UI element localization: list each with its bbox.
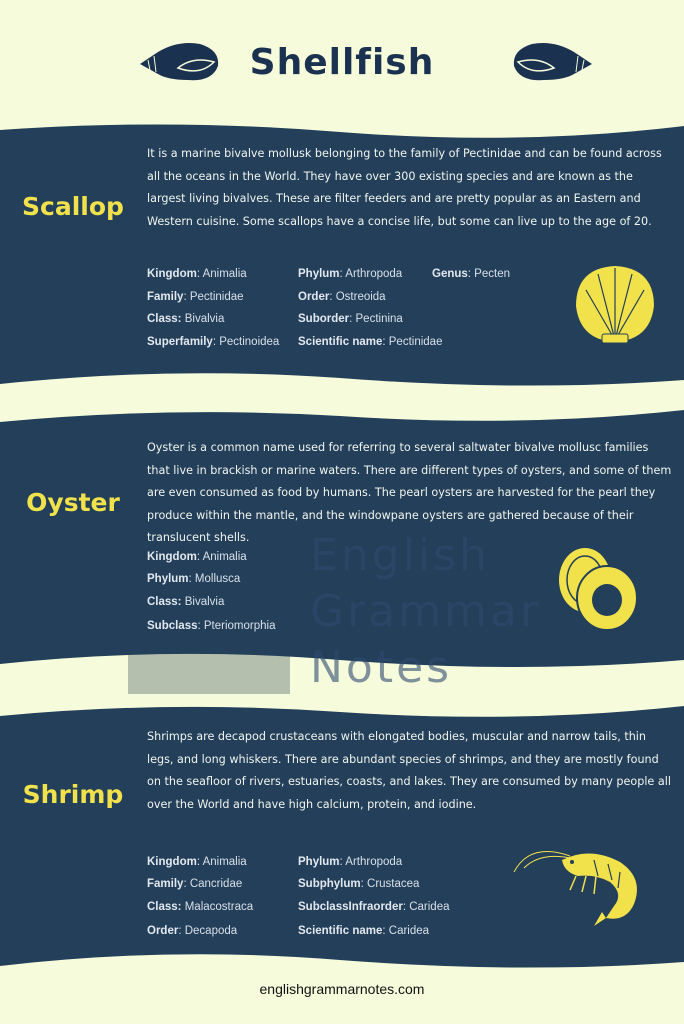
taxonomy-value: : Animalia (196, 268, 247, 280)
shrimp-icon (510, 842, 650, 928)
taxonomy-value: Bivalvia (181, 596, 225, 608)
taxonomy-value: : Pectinina (349, 313, 403, 325)
taxonomy-value: : Caridea (402, 901, 450, 913)
taxonomy-label: Subclass (147, 620, 198, 632)
section-description: It is a marine bivalve mollusk belonging to the family of Pectinidae and can be found across all the oceans in the World. They have over 300 existing species and are known as the largest living bivalves. These are filter feeders and are pretty popular as an Eastern and Western cuisine. Some scallops have a concise life, but some can live up to the age of 20. (147, 147, 662, 228)
taxonomy-label: Scientific name (298, 336, 383, 348)
taxonomy-value: : Crustacea (360, 878, 420, 890)
section-description: Shrimps are decapod crustaceans with elongated bodies, muscular and narrow tails, thin legs, and long whiskers. There are abundant species of shrimps, and they are mostly found on the seafloor of rivers, estuaries, coasts, and lakes. They are consumed by many people all over the World and have high calcium, protein, and iodine. (147, 730, 671, 811)
seashell-icon (510, 38, 594, 84)
section-shrimp (0, 702, 684, 974)
taxonomy-label: Superfamily (147, 336, 213, 348)
taxonomy-value: : Ostreoida (329, 291, 386, 303)
taxonomy-value: : Caridea (382, 925, 430, 937)
taxonomy-label: Genus (432, 268, 468, 280)
taxonomy-value: : Animalia (196, 856, 247, 868)
taxonomy-value: : Decapoda (178, 925, 238, 937)
taxonomy-label: Kingdom (147, 551, 197, 563)
taxonomy-value: : Pectinoidea (212, 336, 280, 348)
taxonomy-label: Class: (147, 901, 182, 913)
taxonomy-value: Malacostraca (181, 901, 254, 913)
taxonomy-value: : Cancridae (183, 878, 243, 890)
taxonomy-label: Phylum (298, 268, 340, 280)
taxonomy-value: : Animalia (196, 551, 247, 563)
taxonomy-value: : Pectinidae (382, 336, 443, 348)
taxonomy-value: : Pteriomorphia (197, 620, 276, 632)
taxonomy-value: Bivalvia (181, 313, 225, 325)
taxonomy-value: : Mollusca (188, 573, 241, 585)
taxonomy-value: : Pecten (467, 268, 510, 280)
taxonomy-label: Family (147, 878, 184, 890)
taxonomy-label: Class: (147, 313, 182, 325)
taxonomy-label: Phylum (147, 573, 189, 585)
taxonomy-label: Order (298, 291, 330, 303)
taxonomy-label: Suborder (298, 313, 350, 325)
scallop-shell-icon (572, 262, 658, 346)
section-description: Oyster is a common name used for referring to several saltwater bivalve mollusc families that live in brackish or marine waters. There are different types of oysters, and some of them are even consumed as food by humans. The pearl oysters are harvested for the pearl they produce within the mantle, and the windowpane oysters are gathered because of their translucent shells. (147, 441, 672, 544)
taxonomy-label: SubclassInfraorder (298, 901, 403, 913)
page-title: Shellfish (249, 42, 435, 83)
taxonomy-label: Subphylum (298, 878, 361, 890)
taxonomy-label: Family (147, 291, 184, 303)
taxonomy-value: : Arthropoda (339, 268, 403, 280)
taxonomy-label: Order (147, 925, 179, 937)
taxonomy-label: Phylum (298, 856, 340, 868)
taxonomy-label: Kingdom (147, 268, 197, 280)
taxonomy-label: Scientific name (298, 925, 383, 937)
watermark: English Grammar Notes (310, 530, 541, 693)
footer-url[interactable]: englishgrammarnotes.com (259, 981, 425, 997)
taxonomy-label: Kingdom (147, 856, 197, 868)
taxonomy-label: Class: (147, 596, 182, 608)
taxonomy-value: : Arthropoda (339, 856, 403, 868)
section-title: Oyster (26, 488, 120, 517)
section-title: Scallop (22, 192, 124, 221)
section-title: Shrimp (22, 780, 124, 809)
section-scallop (0, 122, 684, 390)
taxonomy-value: : Pectinidae (183, 291, 244, 303)
